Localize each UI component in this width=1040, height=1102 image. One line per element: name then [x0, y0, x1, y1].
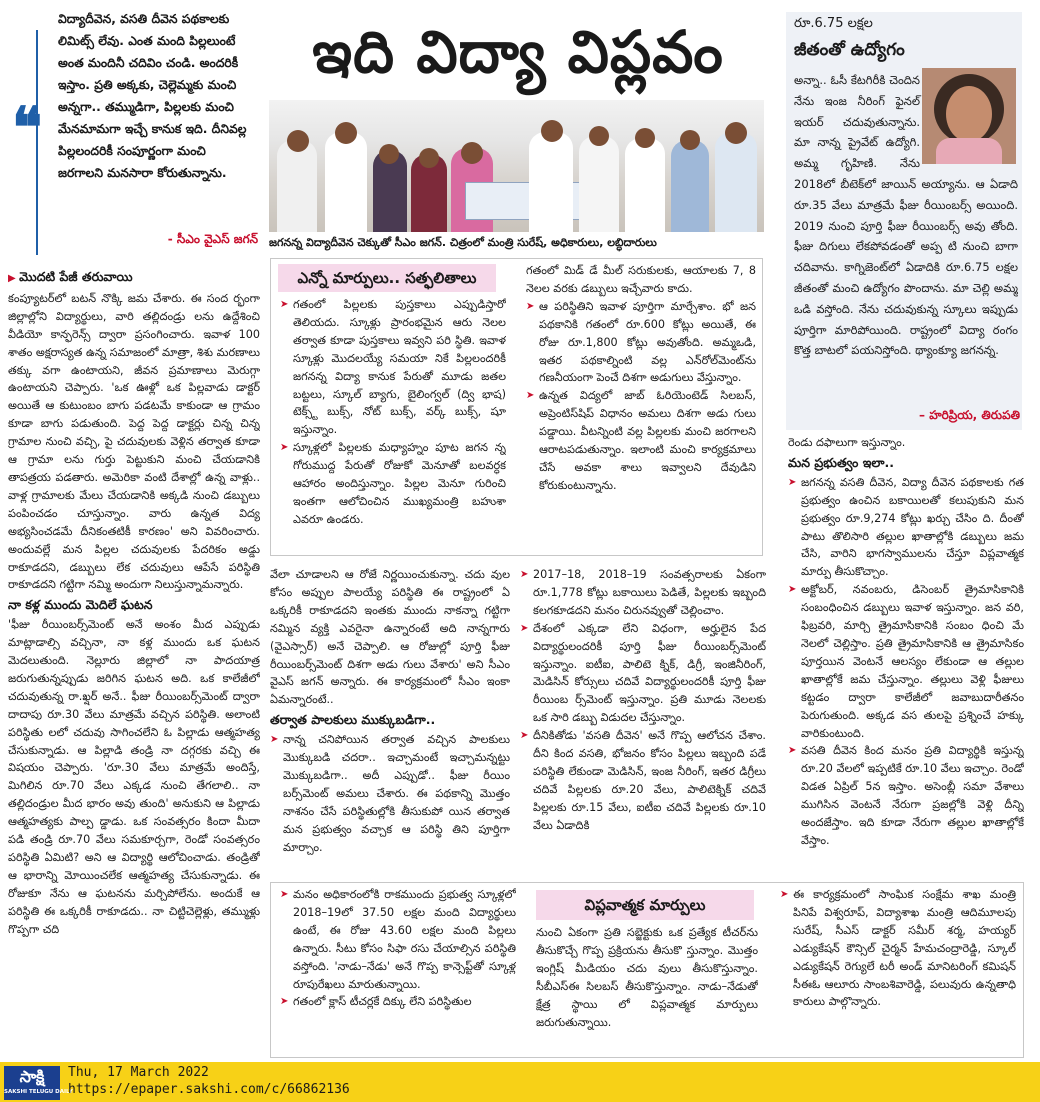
revolution-box-heading: విప్లవాత్మక మార్పులు: [536, 890, 754, 920]
quote-text: విద్యాదీవెన, వసతి దీవెన పథకాలకు లిమిట్స్ లేవు. ఎంత మంది పిల్లలుంటే అంత మందినీ చదివిం చండి. అందరికీ ఇస్తాం. ప్రతి అక్కకు, చెల్లెమ్మకు మంచి అన్నగా.. తమ్ముడిగా, పిల్లలకు మంచి మేనమామగా ఇచ్చే కానుక ఇది. దీనివల్ల పిల్లలందరికీ సంపూర్ణంగా మంచి జరగాలని మనసారా కోరుతున్నాను.: [58, 12, 247, 180]
revolution-item-1: ➤ మనం అధికారంలోకి రాకముందు ప్రభుత్వ స్కూళ్లలో 2018–19లో 37.50 లక్షల మంది విద్యార్థులు ఉంటే, ఈ రోజు 43.60 లక్షల మంది పిల్లలు ఉన్నారు. సీటు కోసం సిఫా రసు చేయాల్సిన పరిస్థితి వస్తోంది. 'నాడు–నేడు' అనే గొప్ప కాన్సెప్ట్‌తో స్కూళ్ల రూపురేఖలు మారుతున్నాయి.: [280, 886, 516, 993]
col2-item-1: ➤ నాన్న చనిపోయిన తర్వాత వచ్చిన పాలకులు మొక్కుబడి చదరా.. ఇచ్చామంటే ఇచ్చామన్నట్టు మొక్కుబడిగా.. అదీ ఎప్పుడో.. ఫీజు రీయిం బర్స్‌మెంట్ అమలు చేశారు. ఈ పథకాన్ని మొత్తం నాశనం చేసే పరిస్థితుల్లోకి తీసుకుపో యిన తర్వాత మన ప్రభుత్వం వచ్చాక ఆ పరిస్థి తిని పూర్తిగా మార్చాం.: [270, 731, 510, 856]
changes-item-3: ➤ ఆ పరిస్థితిని ఇవాళ పూర్తిగా మార్చేశాం. భో జన పథకానికి గతంలో రూ.600 కోట్లు అయితే, ఈ రోజు రూ.1,800 కోట్లు అవుతోంది. అమ్మఒడి, ఇతర పథకాల్నింటి వల్ల ఎన్‌రోల్‌మెంట్‌ను గణనీయంగా పెంచే దిశగా అడుగులు వేస్తున్నాం.: [526, 298, 756, 388]
quote-rule: [36, 30, 38, 255]
revolution-mid-text: నుంచి ఏకంగా ప్రతి సబ్జెక్టుకు ఒక ప్రత్యేక టీచర్‌ను తీసుకొచ్చే గొప్ప ప్రక్రియను తీసుకొ స్తున్నాం. మొత్తం ఇంగ్లిష్ మీడియం చదు వులు తీసుకొస్తున్నాం. సీబీఎస్ఈ సిలబస్ తీసుకొస్తున్నాం. నాడు–నేడుతో క్షేత్ర స్థాయి లో విప్లవాత్మక మార్పులు జరుగుతున్నాయి.: [536, 926, 758, 1029]
col2-para-1: వేలా చూడాలని ఆ రోజే నిర్ణయించుకున్నా. చదు వుల కోసం అప్పుల పాలయ్యే పరిస్థితి ఈ రాష్ట్రంలో ఏ ఒక్కరికీ రాకూడదని ఇంతకు ముందు నాకన్నా గట్టిగా నమ్మిన వ్యక్తి ఎవరైనా ఉన్నారంటే అది నాన్నగారు (వైఎస్సార్) అనే చెప్పాలి. ఆ రోజుల్లో పూర్తి ఫీజు రీయింబర్స్‌మెంట్ దిశగా అడు గులు వేశారు' అని సీఎం వైఎస్ జగన్ అన్నారు. ఈ కార్యక్రమంలో సీఎం ఇంకా ఏమన్నారంటే..: [270, 568, 510, 707]
col3-item-2: ➤ దేశంలో ఎక్కడా లేని విధంగా, అర్హులైన పేద విద్యార్థులందరికీ పూర్తి ఫీజు రీయింబర్స్‌మెంట్ ఇస్తున్నాం. ఐటీఐ, పాలిటె క్నిక్, డిగ్రీ, ఇంజినీరింగ్, మెడిసిన్ కోర్సులు చదివే విద్యార్థులందరికీ పూర్తి ఫీజు రీయింబ ర్స్‌మెంట్ ఇస్తున్నాం. ప్రతి మూడు నెలలకు ఒక సారి డబ్బు విడుదల చేస్తున్నాం.: [520, 620, 766, 727]
changes-box-heading: ఎన్నో మార్పులు.. సత్ఫలితాలు: [278, 264, 496, 292]
col4-item-3: ➤ వసతి దీవెన కింద మనం ప్రతి విద్యార్థికి ఇస్తున్న రూ.20 వేలలో ఇప్పటికే రూ.10 వేలు ఇచ్చాం. రెండో విడత ఏప్రిల్ 5న ఇస్తాం. అసెంబ్లీ సమా వేశాలు ముగిసిన వెంటనే నేరుగా ప్రజల్లోకి వెళ్లి దీన్ని అందజేస్తాం. ఇది కూడా నేరుగా తల్లుల ఖాతాల్లోకే వేస్తాం.: [788, 742, 1024, 849]
section-label: ▶ మొదటి పేజీ తరువాయి: [8, 268, 260, 288]
testimonial-body: [794, 70, 1018, 410]
col4-item-2: ➤ అక్టోబర్, నవంబరు, డిసెంబర్ త్రైమాసికానికి సంబంధించిన డబ్బులు ఇవాళ ఇస్తున్నాం. జన వరి, ఫిబ్రవరి, మార్చి త్రైమాసికానికి సంబం ధించి మే నెలలో చెల్లిస్తాం. ప్రతి త్రైమాసికానికి ఆ త్రైమాసికం పూర్తయిన వెంటనే ఆలస్యం లేకుండా ఆ తల్లుల ఖాతాల్లోకే జమ చేస్తున్నాం. తల్లులు వెళ్లి ఫీజులు కట్టడం ద్వారా కాలేజీలో జవాబుదారీతనం పెరుగుతుంది. అక్కడ వస తులపై ప్రశ్నించే హక్కు వారికుంటుంది.: [788, 581, 1024, 742]
event-photo: [269, 100, 764, 232]
col4-item-1: ➤ జగనన్న వసతి దీవెన, విద్యా దీవెన పథకాలకు గత ప్రభుత్వం ఉంచిన బకాయిలతో కలుపుకుని మన ప్రభుత్వం రూ.9,274 కోట్లు ఖర్చు చేసిం ది. దీంతో పాటు తొలిసారి తల్లుల ఖాతాల్లోకి డబ్బులు జమ చేసి, వారిని భాగస్వాములను చేస్తూ విప్లవాత్మక మార్పు తీసుకొచ్చాం.: [788, 474, 1024, 581]
column-4: [788, 434, 1024, 876]
logo-text: సాక్షి: [19, 1067, 45, 1086]
revolution-item-3: ➤ ఈ కార్యక్రమంలో సాంఘిక సంక్షేమ శాఖ మంత్రి పినిపే విశ్వరూప్, విద్యాశాఖ మంత్రి ఆదిమూలపు సురేష్, సీఎస్ డాక్టర్ సమీర్ శర్మ, హయ్యర్ ఎడ్యుకేషన్ కౌన్సిల్ చైర్మన్ హేమచంద్రారెడ్డి, స్కూల్ ఎడ్యుకేషన్ రెగ్యులే టరీ అండ్ మానిటరింగ్ కమిషన్ సీఈఓ ఆలూరు సాంబశివారెడ్డి, పలువురు ఉన్నతాధి కారులు పాల్గొన్నారు.: [780, 886, 1016, 1011]
col1-para-2: 'ఫీజు రీయింబర్స్‌మెంట్ అనే అంశం మీద ఎప్పుడు మాట్లాడాల్సి వచ్చినా, నా కళ్ల ముందు ఒక ఘటన మెదలుతుంది. నెల్లూరు జిల్లాలో నా పాదయాత్ర జరుగుతున్నప్పుడు జరిగిన ఘటన అది. ఒక కాలేజీలో చదువుతున్న రా.ఖ్షర్ అనే.. ఫీజు రీయింబర్స్‌మెంట్ ద్వారా దాదాపు రూ.30 వేలు మాత్రమే వచ్చిన పరిస్థితి. అలాంటి పరిస్థితు లలో చదువు సాగించలేని ఓ పిల్లాడు ఆత్మహత్య చేసుకున్నాడు. ఆ పిల్లాడి తండ్రి నా దగ్గరకు వచ్చి ఈ విషయం చెప్పారు. 'రూ.30 వేలు మాత్రమే అందిస్తే, మిగిలిన రూ.70 వేలు ఎక్కడ నుంచి తేగలాలి.. నా తల్లిదండ్రుల మీద భారం అవు తుంది' అనుకుని ఆ పిల్లాడు ఆత్మహత్యకు పాల్ప డ్డాడు. ఒక సంవత్సరం కిందా మీదా పడి తండ్రి రూ.70 వేలు సమకూర్చగా, రెండో సంవత్సరం పరిస్థితి ఏమిటి? అని ఆ విద్యార్థి ఆలోచించాడు. తండ్రితో ఆ భారాన్ని మోయించలేక ఆత్మహత్య చేసుకున్నాడు. ఈ రోజుకూ నేను ఆ ఘటనను మర్చిపోలేను. అందుకే ఆ పరిస్థితి ఈ ఒక్కరికీ రాకూడదు.. నా చిట్టిచెల్లెళ్లు, తమ్ముళ్లు గొప్పగా చది: [8, 618, 260, 936]
changes-right-intro: గతంలో మిడ్ డే మీల్ సరుకులకు, ఆయాలకు 7, 8 నెలల వరకు డబ్బులు ఇచ్చేవారు కాదు.: [526, 264, 756, 295]
changes-item-1: ➤ గతంలో పిల్లలకు పుస్తకాలు ఎప్పుడిస్తారో తెలియదు. స్కూళ్లు ప్రారంభమైన ఆరు నెలల తర్వాత కూడా పుస్తకాలు ఇవ్వని పరి స్థితి. ఇవాళ స్కూళ్లు మొదలయ్యే సమయా నికే పిల్లలందరికీ జగనన్న విద్యా కానుక పేరుతో మూడు జతల బట్టలు, స్కూల్ బ్యాగు, బైలింగ్వల్ (ద్వి భాష) టెక్స్ట్ బుక్స్, నోట్ బుక్స్, వర్క్ బుక్స్, షూ ఇస్తున్నాం.: [280, 296, 506, 439]
col4-para-1: రెండు దఫాలుగా ఇస్తున్నాం.: [788, 436, 906, 449]
quote-mark-icon: ❝: [12, 95, 43, 161]
column-1: [8, 266, 260, 1056]
changes-box-left: [280, 296, 506, 552]
revolution-box-right: [780, 886, 1016, 1054]
testimonial-text: అన్నా.. ఓసీ కేటగిరీకి చెందిన నేను ఇంజ నీరింగ్ ఫైనల్ ఇయర్ చదువుతున్నాను. మా నాన్న ప్రైవేట్ ఉద్యోగి. అమ్మ గృహిణి. నేను 2018లో బీటెక్‌లో జాయిన్ అయ్యాను. ఆ ఏడాది రూ.35 వేలు మాత్రమే ఫీజు రీయింబర్స్ అయింది. 2019 నుంచి పూర్తి ఫీజు రీయింబర్స్ అవు తోంది. ఫీజు దిగులు లేకపోవడంతో అప్ప టి నుంచి బాగా చదివాను. కాగ్నిజెంట్‌లో ఏడాదికి రూ.6.75 లక్షల జీతంతో మంచి ఉద్యోగం పొందాను. మా చెల్లి అమ్మ ఒడి వస్తోంది. నేను చదువుకున్న స్కూలు ఇప్పుడు పూర్తిగా మారిపోయింది. రాష్ట్రంలో విద్యా రంగం కొత్త బాటలో పయనిస్తోంది. థ్యాంక్యూ జగనన్న.: [794, 73, 1018, 358]
changes-box-right: [526, 262, 756, 552]
column-3: [520, 566, 766, 876]
col2-subhead: తర్వాత పాలకులు ముక్కుబడిగా..: [270, 712, 436, 728]
testimonial-kicker: రూ.6.75 లక్షల: [794, 16, 873, 31]
revolution-box-left: [280, 886, 516, 1054]
footer-url[interactable]: https://epaper.sakshi.com/c/66862136: [68, 1082, 350, 1097]
headline: ఇది విద్యా విప్లవం: [312, 18, 724, 86]
col3-item-1: ➤ 2017–18, 2018–19 సంవత్సరాలకు ఏకంగా రూ.1,778 కోట్లు బకాయిలు పెడితే, పిల్లలకు ఇబ్బంది కలగకూడదని మనం చిరునవ్వుతో చెల్లించాం.: [520, 566, 766, 620]
changes-item-4: ➤ ఉన్నత విద్యలో జాబ్ ఓరియెంటెడ్ సిలబస్, అప్రెంటిస్‌షిప్ విధానం అమలు దిశగా అడు గులు పడ్డాయి. వీటన్నింటి వల్ల పిల్లలకు మంచి జరగాలని ఆరాటపడుతున్నాం. ఇలాంటి మంచి కార్యక్రమాలు చేసే అవకా శాలు ఇవ్వాలని దేవుడిని కోరుకుంటున్నాను.: [526, 387, 756, 494]
photo-caption: జగనన్న విద్యాదీవెన చెక్కుతో సీఎం జగన్. చిత్రంలో మంత్రి సురేష్, అధికారులు, లబ్ధిదారులు: [269, 236, 657, 249]
testimonial-signature: – హరిప్రియ, తిరుపతి: [919, 408, 1020, 422]
quote-author: - సీఎం వైఎస్ జగన్: [167, 232, 258, 246]
revolution-box-mid: [536, 924, 758, 1054]
col3-item-3: ➤ దీనికితోడు 'వసతి దీవెన' అనే గొప్ప ఆలోచన చేశాం. దీని కింద వసతి, భోజనం కోసం పిల్లలు ఇబ్బంది పడే పరిస్థితి లేకుండా మెడిసిన్, ఇంజ నీరింగ్, ఇతర డిగ్రీలు చదివే పిల్లలకు రూ.20 వేలు, పాలిటెక్నిక్ చదివే పిల్లలకు రూ.15 వేలు, ఐటీఐ చదివే పిల్లలకు రూ.10 వేలు ఏడాదికి: [520, 727, 766, 834]
testimonial-title: జీతంతో ఉద్యోగం: [794, 40, 905, 60]
col1-para-1: కంప్యూటర్‌లో బటన్ నొక్కి జమ చేశారు. ఈ సంద ర్భంగా జిల్లాల్లోని విద్యార్థులు, వారి తల్లిదండ్రు లను ఉద్దేశించి వీడియో కాన్ఫరెన్స్ ద్వారా ప్రసంగించారు. ఇవాళ 100 శాతం అక్షరాస్యత ఉన్న సమాజంలో మాత్రా, శిశు మరణాలు తక్కు వగా ఉంటాయని, జీవన ప్రమాణాలు మెరుగ్గా ఉంటాయని చెప్పారు. 'ఒక ఊళ్లో ఒక పిల్లవాడు డాక్టర్ అయితే ఆ కుటుంబం బాగు పడటమే కాకుండా ఆ గ్రామం కూడా బాగు పడుతుంది. పెద్ద పెద్ద డాక్టర్లు చిన్న చిన్న గ్రామాల నుంచి వచ్చి, పై చదువులకు వెళ్లిన తర్వాత కూడా ఆ గ్రామా లను గుర్తు పెట్టుకుని మంచి చేయడానికి తాపత్రయ పడతారు. అమెరికా వంటి దేశాల్లో ఉన్న వాళ్లు.. వాళ్ల గ్రామాలకు మేలు చేయడానికి అక్కడి నుంచి డబ్బులు పంపించడం చూస్తున్నాం. వారు ఉన్నత విద్య అభ్యసించడమే దీనికంతటికీ కారణం' అని వివరించారు. అందువల్లే మన పిల్లల చదువులకు పేదరికం అడ్డు రాకూడదని, డబ్బులు లేక చదువులు ఆపేసే పరిస్థితి రాకూడదని గట్టిగా నమ్మి అందుగా నిలుస్తున్నామన్నారు.: [8, 291, 260, 592]
cm-quote: [58, 8, 254, 228]
sakshi-logo: [4, 1066, 73, 1100]
col4-subhead: మన ప్రభుత్వం ఇలా..: [788, 454, 894, 470]
col1-subhead: నా కళ్ల ముందు మెదిలే ఘటన: [8, 597, 153, 613]
column-2: [270, 566, 510, 876]
changes-item-2: ➤ స్కూళ్లలో పిల్లలకు మధ్యాహ్నం పూట జగన న్న గోరుముద్ద పేరుతో రోజుకో మెనూతో బలవర్ధక ఆహారం అందిస్తున్నాం. పిల్లల మెనూ గురించి ఇంతగా ఆలోచించిన ముఖ్యమంత్రి బహుశా ఎవరూ ఉండరు.: [280, 439, 506, 529]
revolution-item-2: ➤ గతంలో క్లాస్ టీచర్లకే దిక్కు లేని పరిస్థితుల: [280, 993, 516, 1011]
footer-date: Thu, 17 March 2022: [68, 1065, 209, 1080]
logo-subtext: SAKSHI TELUGU DAILY: [4, 1089, 73, 1095]
